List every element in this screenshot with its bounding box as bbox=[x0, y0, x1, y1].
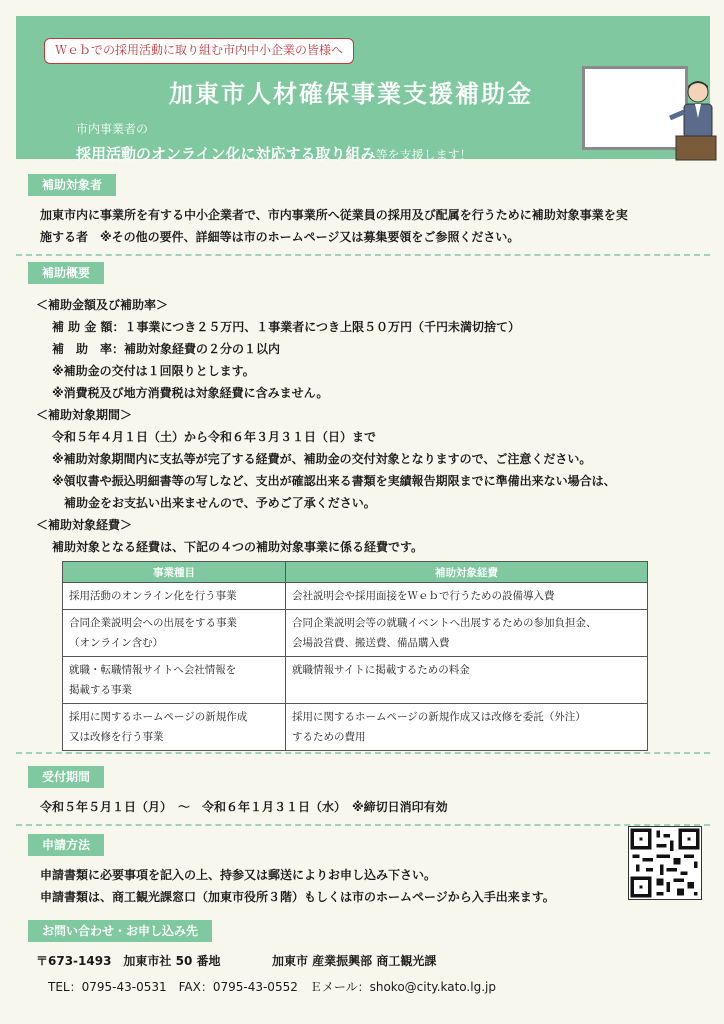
contact-department: 加東市 産業振興部 商工観光課 bbox=[272, 954, 437, 968]
cell-text: 会場設営費、搬送費、備品購入費 bbox=[292, 637, 450, 649]
cell-text: 合同企業説明会等の就職イベントへ出展するための参加負担金、 bbox=[292, 617, 597, 629]
page-title: 加東市人材確保事業支援補助金 bbox=[169, 80, 533, 108]
heading-period: ＜補助対象期間＞ bbox=[36, 408, 133, 422]
subtitle-lead: 市内事業者の bbox=[76, 122, 149, 136]
amount-note-2: ※消費税及び地方消費税は対象経費に含みません。 bbox=[52, 386, 329, 400]
cell-text: （オンライン含む） bbox=[69, 637, 164, 649]
cell-text: 又は改修を行う事業 bbox=[69, 731, 164, 743]
table-row bbox=[63, 704, 648, 751]
subtitle-main-text: 採用活動のオンライン化に対応する取り組み bbox=[76, 145, 376, 163]
table-cell bbox=[63, 704, 286, 751]
cell-text: 就職情報サイトに掲載するための料金 bbox=[292, 664, 470, 676]
section-label-target: 補助対象者 bbox=[28, 174, 116, 196]
period-text: 令和５年４月１日（土）から令和６年３月３１日（日）まで bbox=[52, 430, 377, 444]
cell-text: 会社説明会や採用面接をＷｅｂで行うための設備導入費 bbox=[292, 590, 555, 602]
table-cell bbox=[286, 704, 648, 751]
contact-phones: TEL：0795-43-0531 FAX：0795-43-0552 Ｅメール：shoko@city.kato.lg.jp bbox=[48, 980, 496, 994]
cost-intro: 補助対象となる経費は、下記の４つの補助対象事業に係る経費です。 bbox=[52, 540, 424, 554]
cell-text: 採用に関するホームページの新規作成又は改修を委託（外注） bbox=[292, 711, 586, 723]
table-header-row bbox=[63, 562, 648, 583]
qr-code-icon[interactable] bbox=[628, 826, 702, 900]
header-banner bbox=[16, 16, 710, 163]
table-row bbox=[63, 583, 648, 610]
heading-cost: ＜補助対象経費＞ bbox=[36, 518, 133, 532]
tagline: Ｗｅｂでの採用活動に取り組む市内中小企業の皆様へ bbox=[44, 38, 354, 64]
divider bbox=[16, 254, 710, 256]
divider bbox=[16, 752, 710, 754]
section-label-contact: お問い合わせ・お申し込み先 bbox=[28, 920, 212, 942]
section-label-apply: 申請方法 bbox=[28, 834, 104, 856]
cell-text: 合同企業説明会への出展をする事業 bbox=[69, 617, 237, 629]
table-cell bbox=[63, 583, 286, 610]
apply-text-line1: 申請書類に必要事項を記入の上、持参又は郵送によりお申し込み下さい。 bbox=[40, 868, 437, 882]
cell-text: するための費用 bbox=[292, 731, 366, 743]
divider bbox=[16, 824, 710, 826]
subtitle-suffix: 等を支援します！ bbox=[375, 148, 472, 162]
presenter-illustration bbox=[668, 78, 724, 166]
amount-text: 補 助 金 額：１事業につき２５万円、１事業者につき上限５０万円（千円未満切捨て） bbox=[52, 320, 521, 334]
table-cell bbox=[286, 610, 648, 657]
cell-text: 採用に関するホームページの新規作成 bbox=[69, 711, 248, 723]
table-row bbox=[63, 657, 648, 704]
table-cell bbox=[286, 583, 648, 610]
rate-text: 補 助 率：補助対象経費の２分の１以内 bbox=[52, 342, 281, 356]
cost-table bbox=[62, 561, 648, 751]
period-note-1: ※補助対象期間内に支払等が完了する経費が、補助金の交付対象となりますので、ご注意ください。 bbox=[52, 452, 592, 466]
cell-text: 掲載する事業 bbox=[69, 684, 132, 696]
period-note-2: ※領収書や振込明細書等の写しなど、支出が確認出来る書類を実績報告期限までに準備出来ない場合は、 bbox=[52, 474, 616, 488]
table-cell bbox=[63, 657, 286, 704]
table-row bbox=[63, 610, 648, 657]
column-header: 補助対象経費 bbox=[286, 562, 648, 583]
target-text-line2: 施する者 ※その他の要件、詳細等は市のホームページ又は募集要領をご参照ください。 bbox=[40, 230, 520, 244]
amount-note-1: ※補助金の交付は１回限りとします。 bbox=[52, 364, 255, 378]
cell-text: 採用活動のオンライン化を行う事業 bbox=[69, 590, 237, 602]
subtitle-main bbox=[76, 143, 472, 164]
period-note-3: 補助金をお支払い出来ませんので、予めご了承ください。 bbox=[64, 496, 376, 510]
cell-text: 就職・転職情報サイトへ会社情報を bbox=[69, 664, 237, 676]
section-label-overview: 補助概要 bbox=[28, 262, 104, 284]
column-header: 事業種目 bbox=[63, 562, 286, 583]
reception-text: 令和５年５月１日（月） ～ 令和６年１月３１日（水） ※締切日消印有効 bbox=[40, 800, 448, 814]
table-cell bbox=[63, 610, 286, 657]
apply-text-line2: 申請書類は、商工観光課窓口（加東市役所３階）もしくは市のホームページから入手出来ます。 bbox=[40, 890, 555, 904]
heading-amount: ＜補助金額及び補助率＞ bbox=[36, 298, 169, 312]
target-text-line1: 加東市内に事業所を有する中小企業者で、市内事業所へ従業員の採用及び配属を行うために補助対象事業を実 bbox=[40, 208, 628, 222]
section-label-reception: 受付期間 bbox=[28, 766, 104, 788]
table-cell bbox=[286, 657, 648, 704]
contact-address: 〒673-1493 加東市社 50 番地 bbox=[36, 954, 221, 968]
